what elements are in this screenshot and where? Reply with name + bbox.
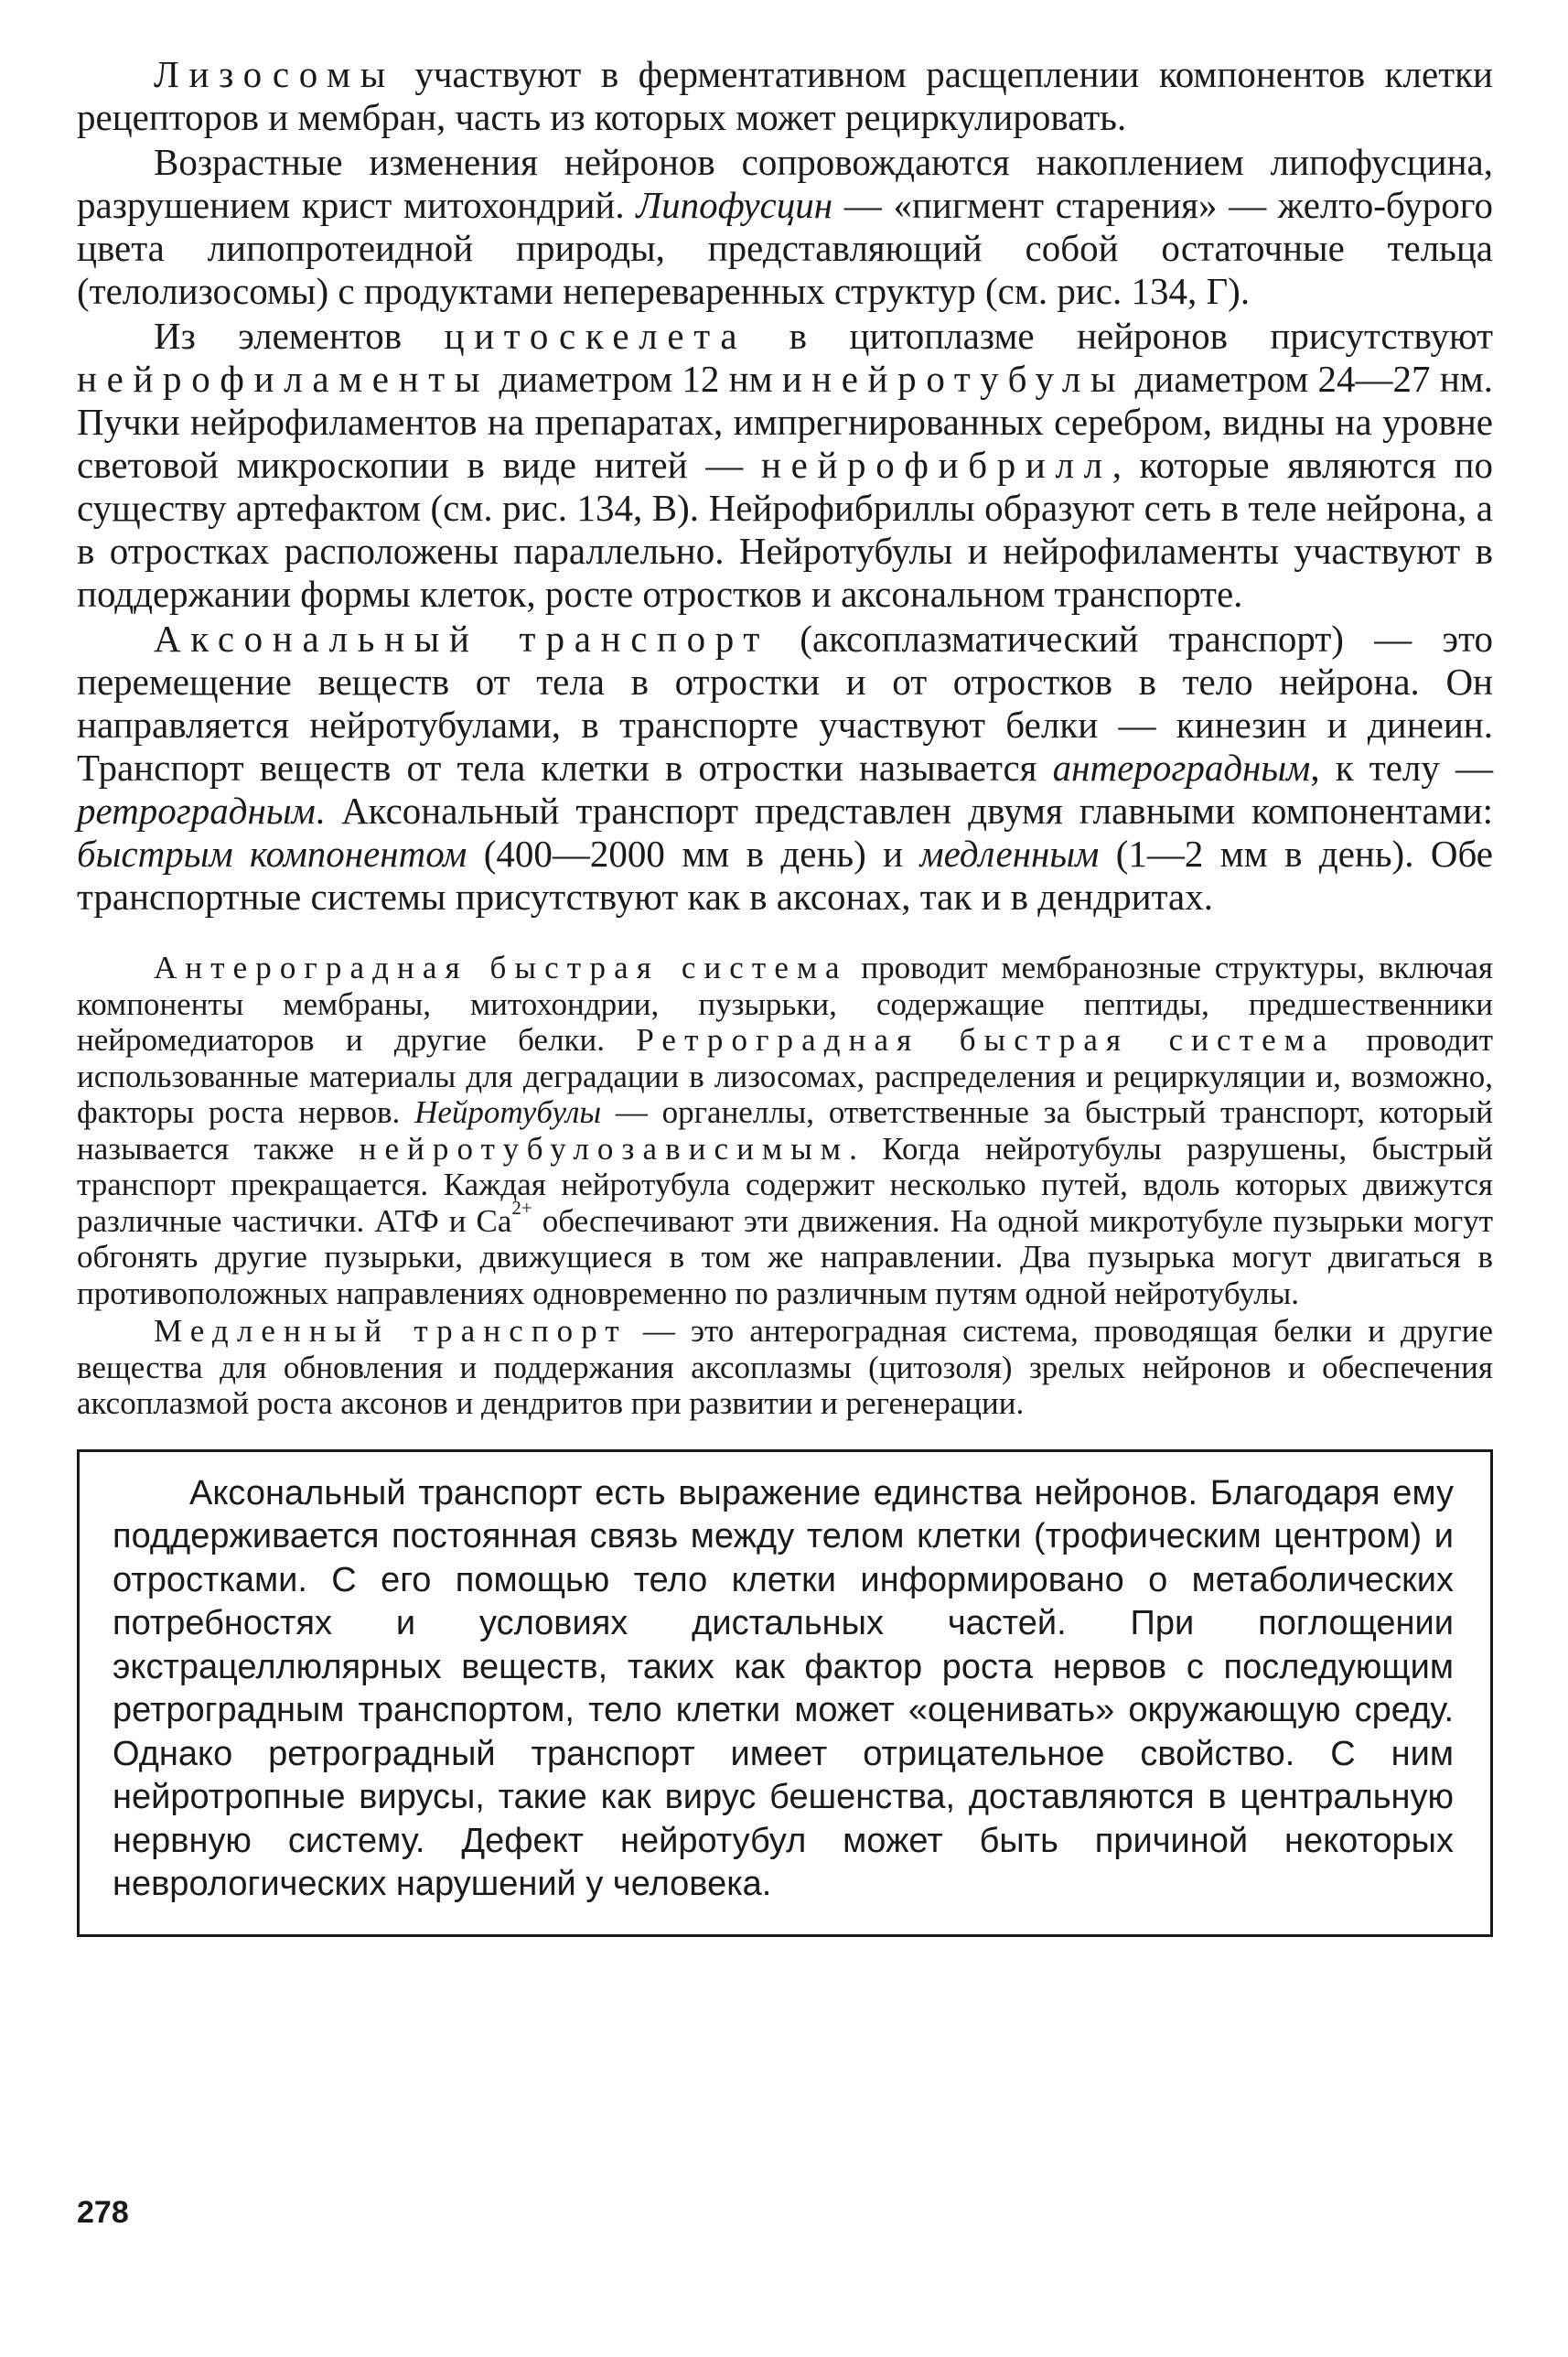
page-content [77,53,1493,1937]
term-anterograde-fast-system: Антероградная быстрая система [154,950,848,985]
term-neurotubules-italic: Нейротубулы [414,1094,602,1130]
main-text [77,53,1493,919]
paragraph-lysosomes: Лизосомы участвуют в ферментативном расщеплении компонентов клетки рецепторов и мембран, часть из которых может рециркулировать. [77,53,1493,138]
term-anterograde: антероградным [1052,747,1311,789]
term-retrograde: ретроградным [77,790,316,832]
term-lysosomes: Лизосомы [154,53,395,95]
summary-text: Аксональный транспорт есть выражение единства нейронов. Благодаря ему поддерживается постоянная связь между телом клетки (трофическим центром) и отростками. С его помощью тело клетки информировано о метаболических потребностях и условиях дистальных частей. При поглощении экстрацеллюлярных веществ, таких как фактор роста нервов с последующим ретроградным транспортом, тело клетки может «оценивать» окружающую среду. Однако ретроградный транспорт имеет отрицательное свойство. С ним нейротропные вирусы, такие как вирус бешенства, доставляются в центральную нервную систему. Дефект нейротубул может быть причиной некоторых неврологических нарушений у человека. [113,1473,1454,1903]
term-slow-transport: Медленный транспорт [154,1313,628,1349]
paragraph-age-changes: Возрастные изменения нейронов сопровождаются накоплением липофусцина, разрушением крист митохондрий. Липофусцин — «пигмент старения» — желто-бурого цвета липопротеидной природы, представляющий собой остаточные тельца (телолизосомы) с продуктами непереваренных структур (см. рис. 134, Г). [77,141,1493,312]
term-neurofibrils: нейрофибрилл [760,444,1112,486]
paragraph-slow-transport: Медленный транспорт — это антероградная система, проводящая белки и другие вещества для обновления и поддержания аксоплазмы (цитозоля) зрелых нейронов и обеспечения аксоплазмой роста аксонов и дендритов при развитии и регенерации. [77,1313,1493,1421]
term-neurofilaments: нейрофиламенты [77,358,490,400]
term-neurotubules: нейротубулы [811,358,1126,400]
term-lipofuscin: Липофусцин [636,184,833,226]
term-axonal-transport: Аксональный транспорт [154,618,770,660]
paragraph-fast-systems: Антероградная быстрая система проводит мембранозные структуры, включая компоненты мембраны, митохондрии, пузырьки, содержащие пептиды, предшественники нейромедиаторов и другие белки. Ретроградная быстрая система проводит использованные материалы для деградации в лизосомах, распределения и рециркуляции и, возможно, факторы роста нервов. Нейротубулы — органеллы, ответственные за быстрый транспорт, который называется также нейротубулозависимым. Когда нейротубулы разрушены, быстрый транспорт прекращается. Каждая нейротубула содержит несколько путей, вдоль которых движутся различные частички. АТФ и $Ca^{2+}$ обеспечивают эти движения. На одной микротубуле пузырьки могут обгонять другие пузырьки, движущиеся в том же направлении. Два пузырька могут двигаться в противоположных направлениях одновременно по различным путям одной нейротубулы. [77,950,1494,1311]
term-retrograde-fast-system: Ретроградная быстрая система [636,1022,1336,1058]
summary-box [77,1449,1493,1937]
term-neurotubule-dependent: нейротубулозависимым [359,1130,850,1167]
term-slow: медленным [919,833,1100,875]
term-cytoskeleton: цитоскелета [444,315,747,357]
term-fast-component: быстрым компонентом [77,833,467,875]
paragraph-axonal-transport: Аксональный транспорт (аксоплазматический транспорт) — это перемещение веществ от тела в отростки и от отростков в тело нейрона. Он направляется нейротубулами, в транспорте участвуют белки — кинезин и динеин. Транспорт веществ от тела клетки в отростки называется антероградным, к телу — ретроградным. Аксональный транспорт представлен двумя главными компонентами: быстрым компонентом (400—2000 мм в день) и медленным (1—2 мм в день). Обе транспортные системы присутствуют как в аксонах, так и в дендритах. [77,618,1493,918]
page-number: 278 [77,2195,129,2230]
paragraph-cytoskeleton: Из элементов цитоскелета в цитоплазме нейронов присутствуют нейрофиламенты диаметром 12 нм и нейротубулы диаметром 24—27 нм. Пучки нейрофиламентов на препаратах, импрегнированных серебром, видны на уровне световой микроскопии в виде нитей — нейрофибрилл, которые являются по существу артефактом (см. рис. 134, В). Нейрофибриллы образуют сеть в теле нейрона, а в отростках расположены параллельно. Нейротубулы и нейрофиламенты участвуют в поддержании формы клеток, росте отростков и аксональном транспорте. [77,315,1493,615]
calcium-charge: 2+ [511,1196,532,1219]
small-print-section [77,950,1493,1422]
